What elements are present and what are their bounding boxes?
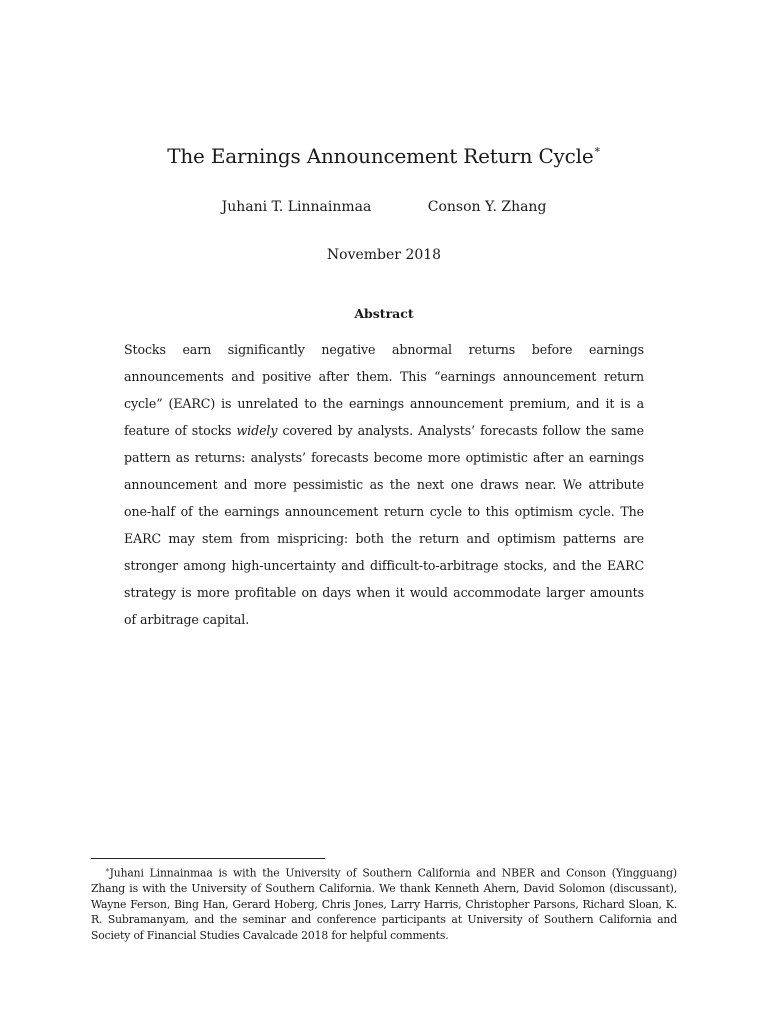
author-name: Juhani T. Linnainmaa [221,199,372,215]
abstract-heading: Abstract [354,306,414,321]
author-list [0,199,768,215]
title-footnote-mark: ∗ [593,143,601,157]
abstract-text-part2: covered by analysts. Analysts’ forecasts follow the same pattern as returns: analysts’ forecasts become more optimistic after an earnings announcement and more pessimistic as the next one draws near. We attribute one-half of the earnings announcement return cycle to this optimism cycle. The EARC may stem from mispricing: both the return and optimism patterns are stronger among high-uncertainty and difficult-to-arbitrage stocks, and the EARC strategy is more profitable on days when it would accommodate larger amounts of arbitrage capital. [124,423,645,627]
abstract-text-part1: Stocks earn significantly negative abnormal returns before earnings announcements and positive after them. This “earnings announcement return cycle” (EARC) is unrelated to the earnings announcement premium, and it is a feature of stocks [124,342,644,438]
abstract-body [124,336,644,633]
title-text: The Earnings Announcement Return Cycle [167,144,594,168]
paper-title [0,144,768,168]
author-name: Conson Y. Zhang [427,199,547,215]
footnote-divider [91,858,325,859]
abstract-emphasis: widely [236,423,278,438]
footnote-mark: ∗ [105,866,110,874]
footnote [91,863,677,943]
footnote-text: Juhani Linnainmaa is with the University of Southern California and NBER and Conson (Yingguang) Zhang is with the University of Southern California. We thank Kenneth Ahern, David Solomon (discussant), Wayne Ferson, Bing Han, Gerard Hoberg, Chris Jones, Larry Harris, Christopher Parsons, Richard Sloan, K. R. Subramanyam, and the seminar and conference participants at University of Southern California and Society of Financial Studies Cavalcade 2018 for helpful comments. [91,866,677,942]
publication-date: November 2018 [326,247,442,263]
